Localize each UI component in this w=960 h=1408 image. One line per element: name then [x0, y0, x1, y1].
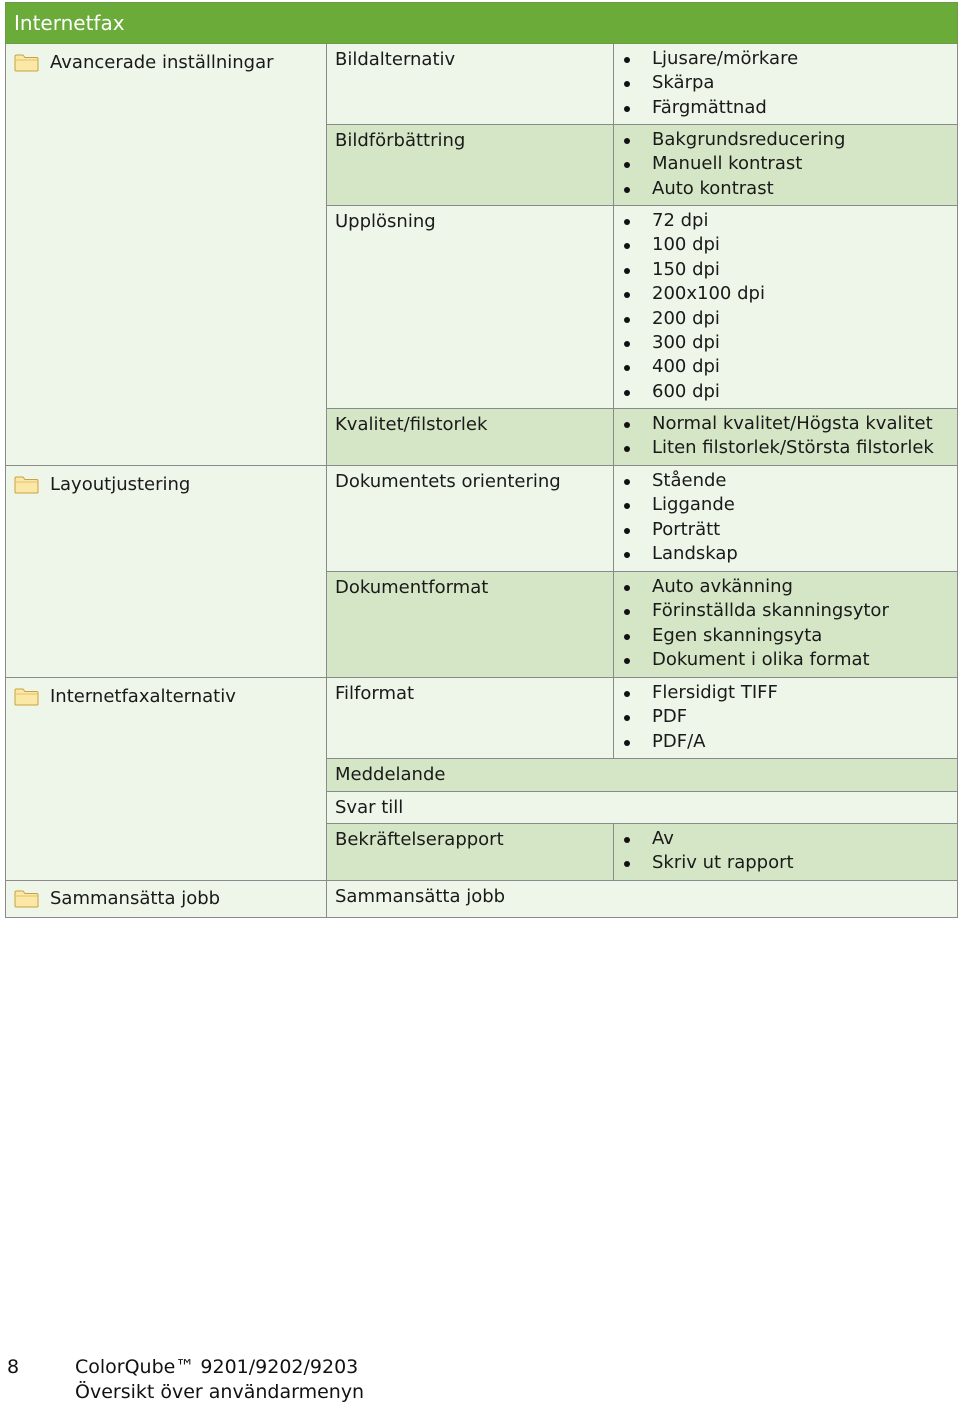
options-cell [614, 678, 958, 759]
table-row [6, 678, 958, 759]
setting-cell [327, 206, 614, 409]
option-item: Färgmättnad [614, 96, 957, 120]
option-item: Stående [614, 469, 957, 493]
category-cell [6, 881, 327, 918]
option-item: Auto avkänning [614, 575, 957, 599]
setting-label: Dokumentets orientering [335, 471, 561, 492]
product-name: ColorQube™ 9201/9202/9203 [75, 1356, 359, 1378]
option-item: Bakgrundsreducering [614, 128, 957, 152]
setting-label: Bekräftelserapport [335, 829, 504, 850]
option-item: 200x100 dpi [614, 282, 957, 306]
folder-icon [14, 687, 39, 706]
table-row [6, 466, 958, 572]
category-label: Sammansätta jobb [50, 888, 221, 909]
options-cell [614, 125, 958, 206]
option-item: Liggande [614, 493, 957, 517]
option-item: Förinställda skanningsytor [614, 599, 957, 623]
option-item: PDF/A [614, 730, 957, 754]
option-item: Egen skanningsyta [614, 624, 957, 648]
setting-cell [327, 824, 614, 881]
option-item: Dokument i olika format [614, 648, 957, 672]
folder-icon [14, 889, 39, 908]
options-cell [614, 206, 958, 409]
setting-label: Meddelande [335, 764, 446, 785]
setting-label: Kvalitet/filstorlek [335, 414, 488, 435]
folder-icon [14, 53, 39, 72]
setting-label: Upplösning [335, 211, 436, 232]
document-title: Översikt över användarmenyn [75, 1381, 365, 1403]
option-item: Normal kvalitet/Högsta kvalitet [614, 412, 957, 436]
options-cell [614, 572, 958, 678]
option-item: Skriv ut rapport [614, 851, 957, 875]
option-item: Liten filstorlek/Största filstorlek [614, 436, 957, 460]
option-item: 150 dpi [614, 258, 957, 282]
table-row [6, 881, 958, 918]
option-item: Flersidigt TIFF [614, 681, 957, 705]
option-item: 300 dpi [614, 331, 957, 355]
option-item: Manuell kontrast [614, 152, 957, 176]
setting-cell [327, 466, 614, 572]
setting-label: Dokumentformat [335, 577, 489, 598]
setting-label: Bildalternativ [335, 49, 456, 70]
setting-cell [327, 125, 614, 206]
setting-cell [327, 792, 958, 824]
category-cell [6, 44, 327, 466]
setting-cell [327, 881, 958, 918]
option-item: 200 dpi [614, 307, 957, 331]
folder-icon [14, 475, 39, 494]
setting-label: Sammansätta jobb [335, 886, 506, 907]
setting-label: Filformat [335, 683, 415, 704]
page-number: 8 [7, 1356, 20, 1378]
option-item: Landskap [614, 542, 957, 566]
category-label: Layoutjustering [50, 474, 191, 495]
options-cell [614, 466, 958, 572]
category-cell [6, 678, 327, 881]
options-cell [614, 409, 958, 466]
setting-label: Svar till [335, 797, 404, 818]
option-item: Ljusare/mörkare [614, 47, 957, 71]
setting-cell [327, 678, 614, 759]
table-row [6, 44, 958, 125]
option-item: Skärpa [614, 71, 957, 95]
section-title: Internetfax [6, 3, 958, 44]
option-item: 72 dpi [614, 209, 957, 233]
category-cell [6, 466, 327, 678]
category-label: Avancerade inställningar [50, 52, 274, 73]
option-item: 100 dpi [614, 233, 957, 257]
setting-cell [327, 409, 614, 466]
option-item: Auto kontrast [614, 177, 957, 201]
setting-cell [327, 759, 958, 792]
option-item: Porträtt [614, 518, 957, 542]
option-item: PDF [614, 705, 957, 729]
setting-label: Bildförbättring [335, 130, 466, 151]
section-header-row [6, 3, 958, 44]
options-cell [614, 44, 958, 125]
menu-overview-table [5, 2, 958, 918]
category-label: Internetfaxalternativ [50, 686, 236, 707]
options-cell [614, 824, 958, 881]
setting-cell [327, 44, 614, 125]
option-item: 600 dpi [614, 380, 957, 404]
option-item: Av [614, 827, 957, 851]
option-item: 400 dpi [614, 355, 957, 379]
setting-cell [327, 572, 614, 678]
